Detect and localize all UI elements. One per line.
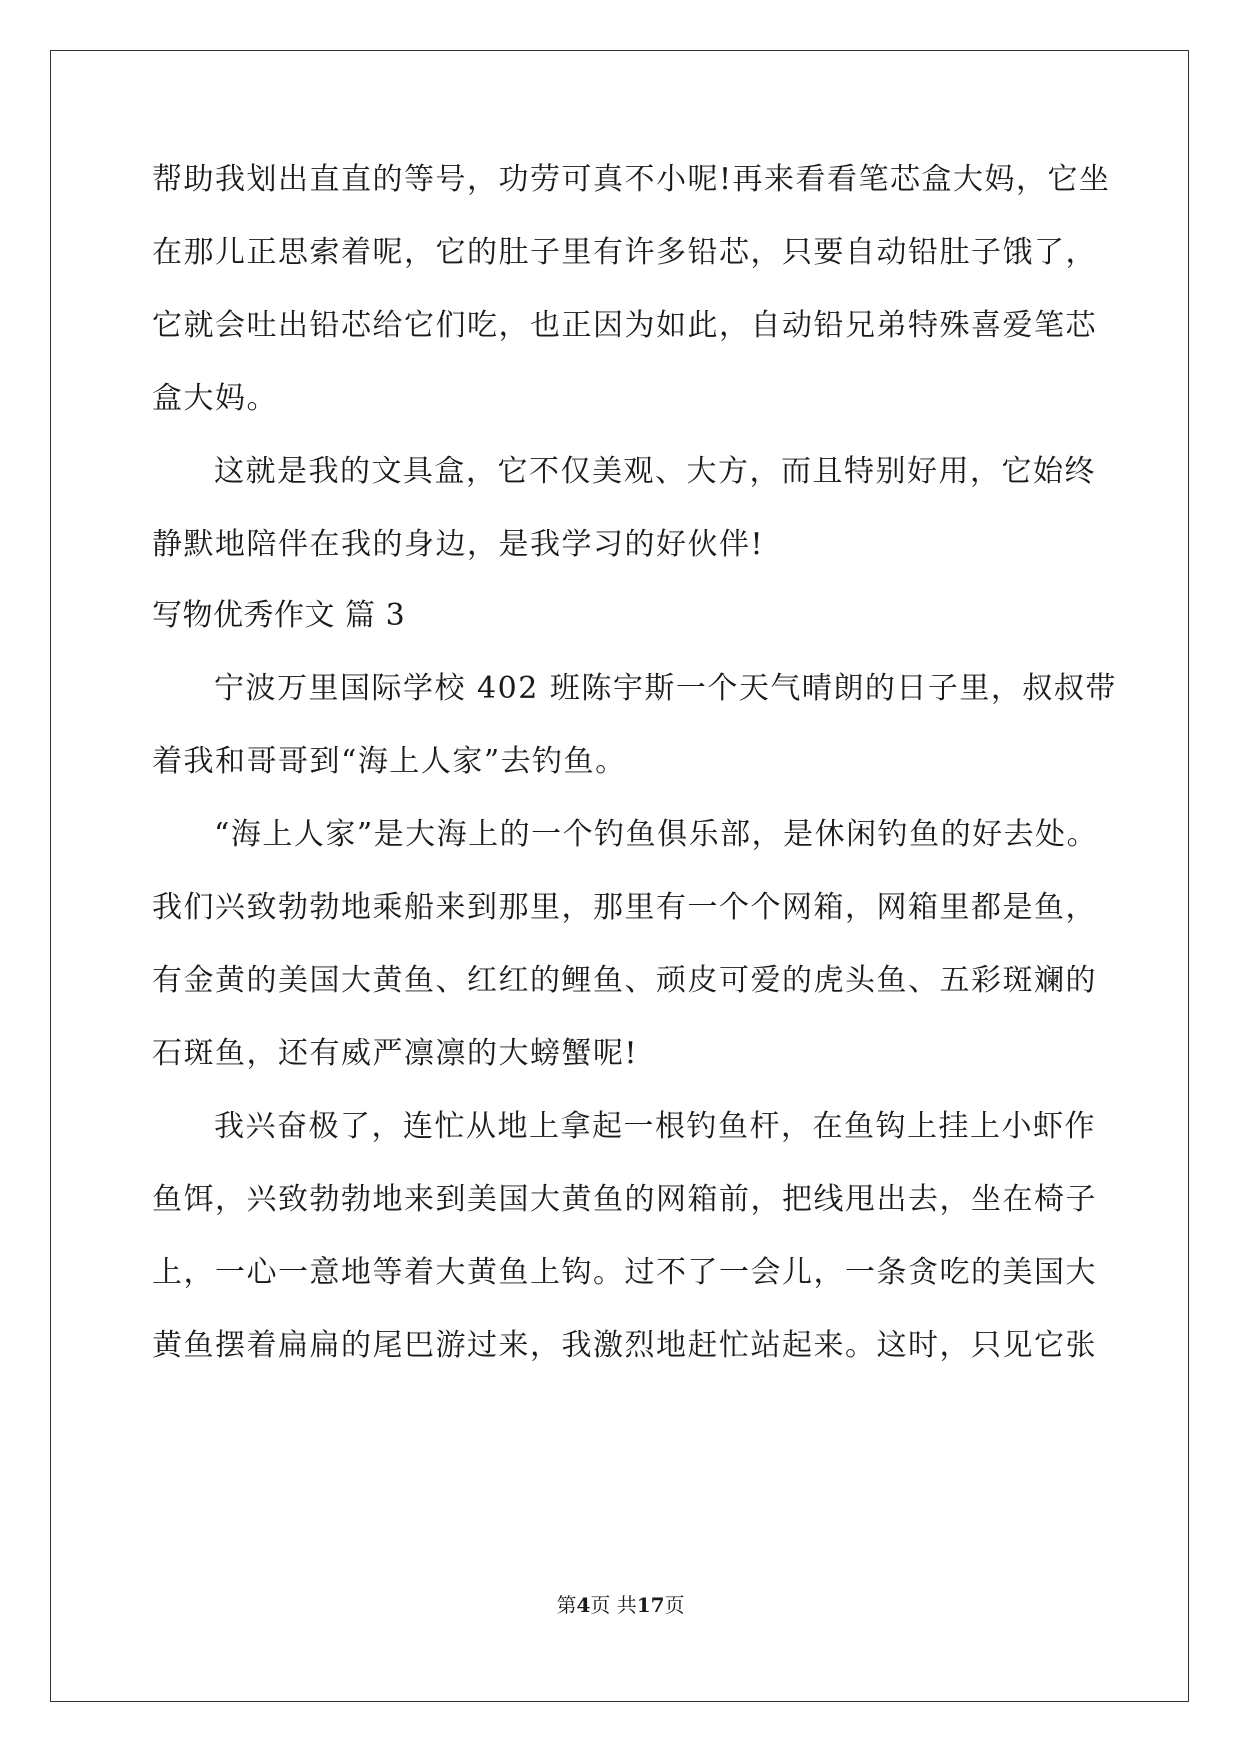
paragraph-line: 在那儿正思索着呢，它的肚子里有许多铅芯，只要自动铅肚子饿了， [152,235,1097,270]
paragraph-line: 上，一心一意地等着大黄鱼上钩。过不了一会儿，一条贪吃的美国大 [152,1255,1097,1290]
paragraph-line: “海上人家”是大海上的一个钓鱼俱乐部，是休闲钓鱼的好去处。 [214,817,1099,852]
total-pages-number: 17 [636,1593,665,1617]
paragraph-line: 石斑鱼，还有威严凛凛的大螃蟹呢! [152,1036,639,1071]
paragraph-line: 黄鱼摆着扁扁的尾巴游过来，我激烈地赶忙站起来。这时，只见它张 [152,1328,1097,1363]
footer-mid: 页 共 [590,1593,637,1617]
paragraph-line: 鱼饵，兴致勃勃地来到美国大黄鱼的网箱前，把线甩出去，坐在椅子 [152,1182,1097,1217]
paragraph-line: 静默地陪伴在我的身边，是我学习的好伙伴! [152,527,765,562]
paragraph-line: 我们兴致勃勃地乘船来到那里，那里有一个个网箱，网箱里都是鱼， [152,890,1097,925]
section-heading: 写物优秀作文 篇 3 [152,598,406,633]
footer-suffix: 页 [664,1593,685,1617]
paragraph-line: 宁波万里国际学校 402 班陈宇斯一个天气晴朗的日子里，叔叔带 [214,671,1117,706]
paragraph-line: 这就是我的文具盒，它不仅美观、大方，而且特别好用，它始终 [214,454,1096,489]
paragraph-line: 我兴奋极了，连忙从地上拿起一根钓鱼杆，在鱼钩上挂上小虾作 [214,1109,1096,1144]
page-border [50,50,1189,1702]
current-page-number: 4 [576,1593,591,1617]
footer-prefix: 第 [556,1593,577,1617]
paragraph-line: 帮助我划出直直的等号，功劳可真不小呢!再来看看笔芯盒大妈，它坐 [152,162,1111,197]
paragraph-line: 盒大妈。 [152,381,278,416]
paragraph-line: 着我和哥哥到“海上人家”去钓鱼。 [152,744,627,779]
paragraph-line: 它就会吐出铅芯给它们吃，也正因为如此，自动铅兄弟特殊喜爱笔芯 [152,308,1097,343]
paragraph-line: 有金黄的美国大黄鱼、红红的鲤鱼、顽皮可爱的虎头鱼、五彩斑斓的 [152,963,1097,998]
page-footer [0,1592,1241,1618]
